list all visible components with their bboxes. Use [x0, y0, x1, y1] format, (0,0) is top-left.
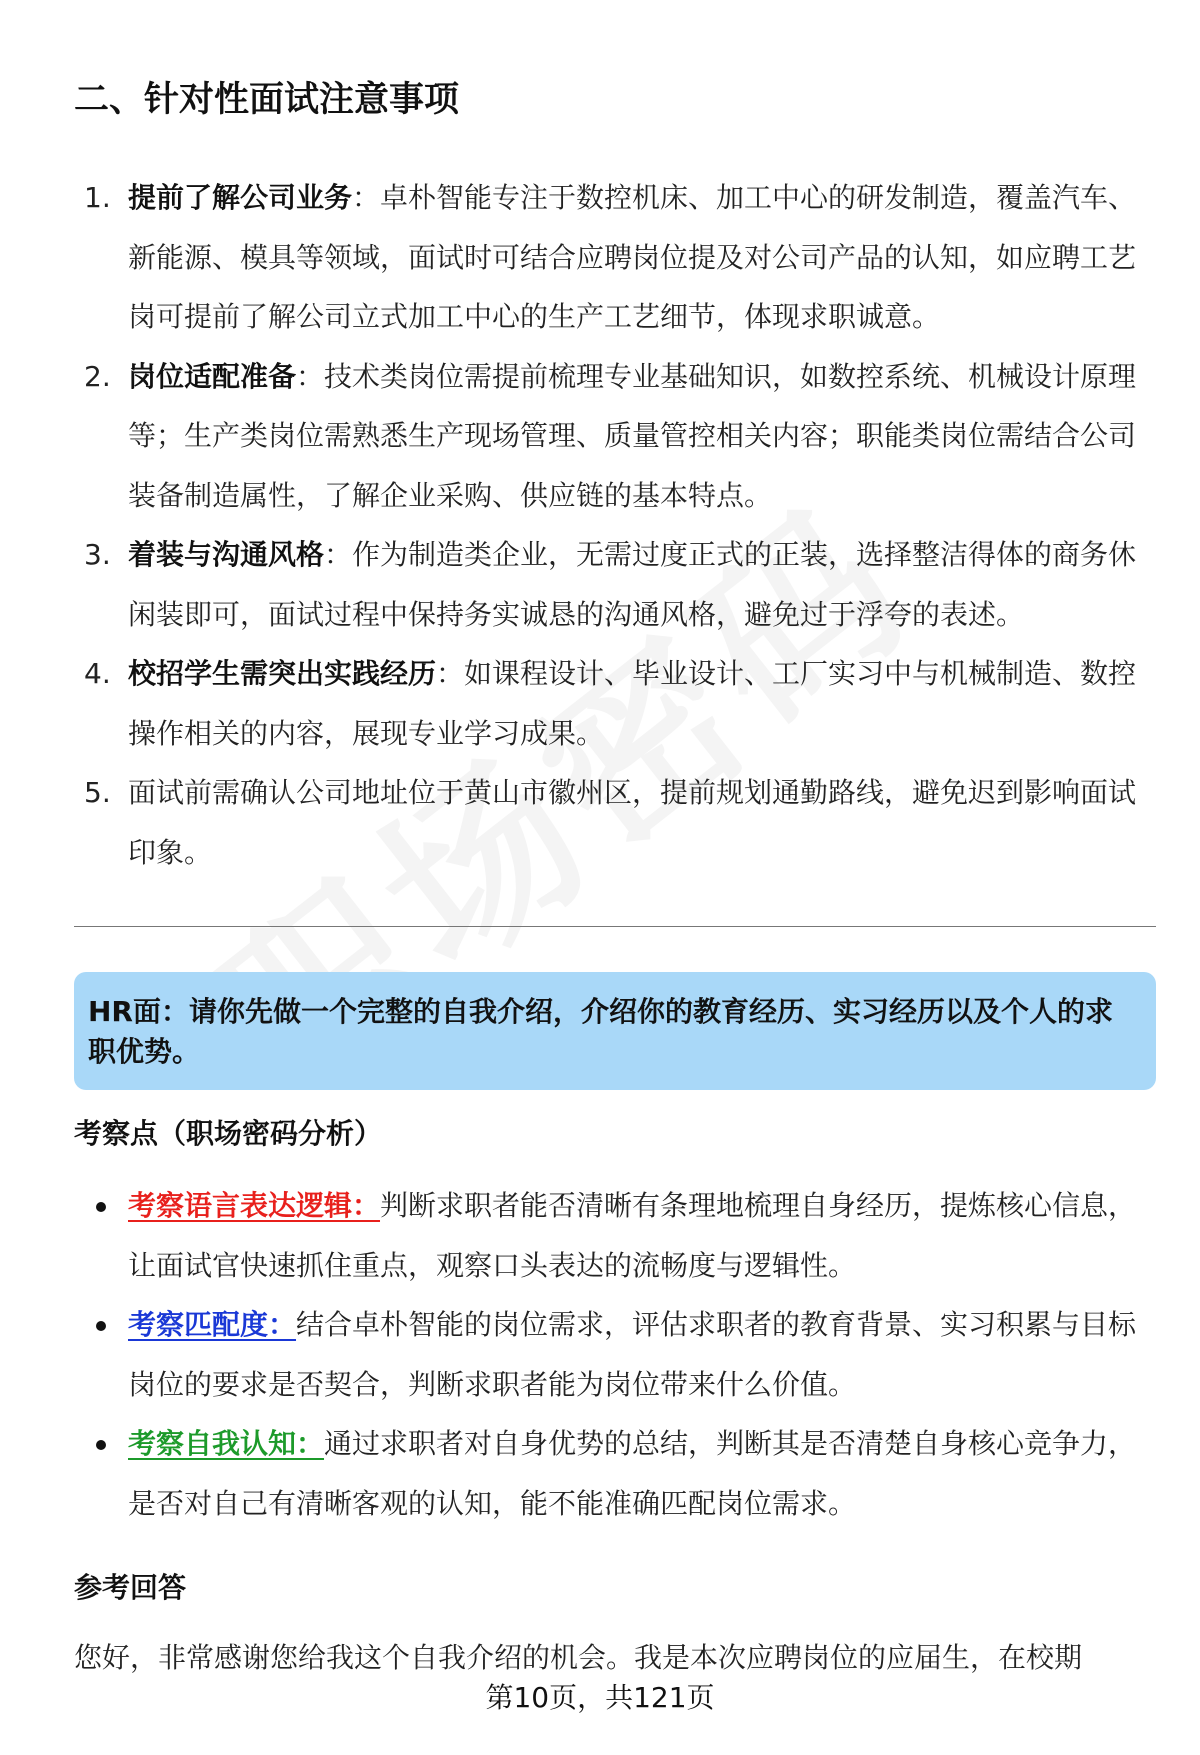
points-list	[74, 1176, 1144, 1533]
list-item	[74, 1295, 1144, 1414]
item-text: ：如课程设计、毕业设计、工厂实习中与机械制造、数控操作相关的内容，展现专业学习成果。	[128, 657, 1137, 750]
point-text: 判断求职者能否清晰有条理地梳理自身经历，提炼核心信息，让面试官快速抓住重点，观察口头表达的流畅度与逻辑性。	[128, 1189, 1137, 1282]
divider	[74, 926, 1156, 927]
tips-list	[74, 168, 1144, 882]
item-lead: 提前了解公司业务	[128, 181, 353, 214]
item-lead: 着装与沟通风格	[128, 538, 325, 571]
item-number: 3.	[84, 538, 111, 571]
item-text: ：作为制造类企业，无需过度正式的正装，选择整洁得体的商务休闲装即可，面试过程中保持务实诚恳的沟通风格，避免过于浮夸的表述。	[128, 538, 1137, 631]
point-lead: 考察语言表达逻辑：	[128, 1189, 381, 1222]
point-lead: 考察匹配度：	[128, 1308, 297, 1341]
list-item	[74, 525, 1144, 644]
item-text: ：卓朴智能专注于数控机床、加工中心的研发制造，覆盖汽车、新能源、模具等领域，面试时可结合应聘岗位提及对公司产品的认知，如应聘工艺岗可提前了解公司立式加工中心的生产工艺细节，体现求职诚意。	[128, 181, 1137, 333]
list-item	[74, 347, 1144, 526]
item-number: 5.	[84, 776, 111, 809]
item-number: 1.	[84, 181, 111, 214]
list-item	[74, 763, 1144, 882]
point-text: 结合卓朴智能的岗位需求，评估求职者的教育背景、实习积累与目标岗位的要求是否契合，判断求职者能为岗位带来什么价值。	[128, 1308, 1137, 1401]
point-text: 通过求职者对自身优势的总结，判断其是否清楚自身核心竞争力，是否对自己有清晰客观的认知，能不能准确匹配岗位需求。	[128, 1427, 1137, 1520]
item-lead: 岗位适配准备	[128, 359, 297, 393]
item-number: 4.	[84, 657, 111, 690]
list-item	[74, 168, 1144, 347]
question-box	[74, 972, 1156, 1090]
item-number: 2.	[84, 359, 111, 393]
item-lead: 校招学生需突出实践经历	[128, 657, 437, 690]
page-number: 第10页，共121页	[485, 1681, 715, 1714]
bullet-icon	[96, 1440, 106, 1450]
item-text: 面试前需确认公司地址位于黄山市徽州区，提前规划通勤路线，避免迟到影响面试印象。	[128, 776, 1137, 869]
bullet-icon	[96, 1321, 106, 1331]
bullet-icon	[96, 1202, 106, 1212]
list-item	[74, 1176, 1144, 1295]
answer-text: 您好，非常感谢您给我这个自我介绍的机会。我是本次应聘岗位的应届生，在校期	[74, 1641, 1083, 1674]
point-lead: 考察自我认知：	[128, 1427, 325, 1460]
points-title: 考察点（职场密码分析）	[74, 1117, 383, 1150]
list-item	[74, 1414, 1144, 1533]
answer-title: 参考回答	[74, 1571, 187, 1604]
section-title: 二、针对性面试注意事项	[74, 80, 460, 120]
list-item	[74, 644, 1144, 763]
question-text: HR面：请你先做一个完整的自我介绍，介绍你的教育经历、实习经历以及个人的求职优势。	[88, 995, 1113, 1068]
item-text: ：技术类岗位需提前梳理专业基础知识，如数控系统、机械设计原理等；生产类岗位需熟悉生产现场管理、质量管控相关内容；职能类岗位需结合公司装备制造属性，了解企业采购、供应链的基本特点。	[128, 359, 1137, 512]
